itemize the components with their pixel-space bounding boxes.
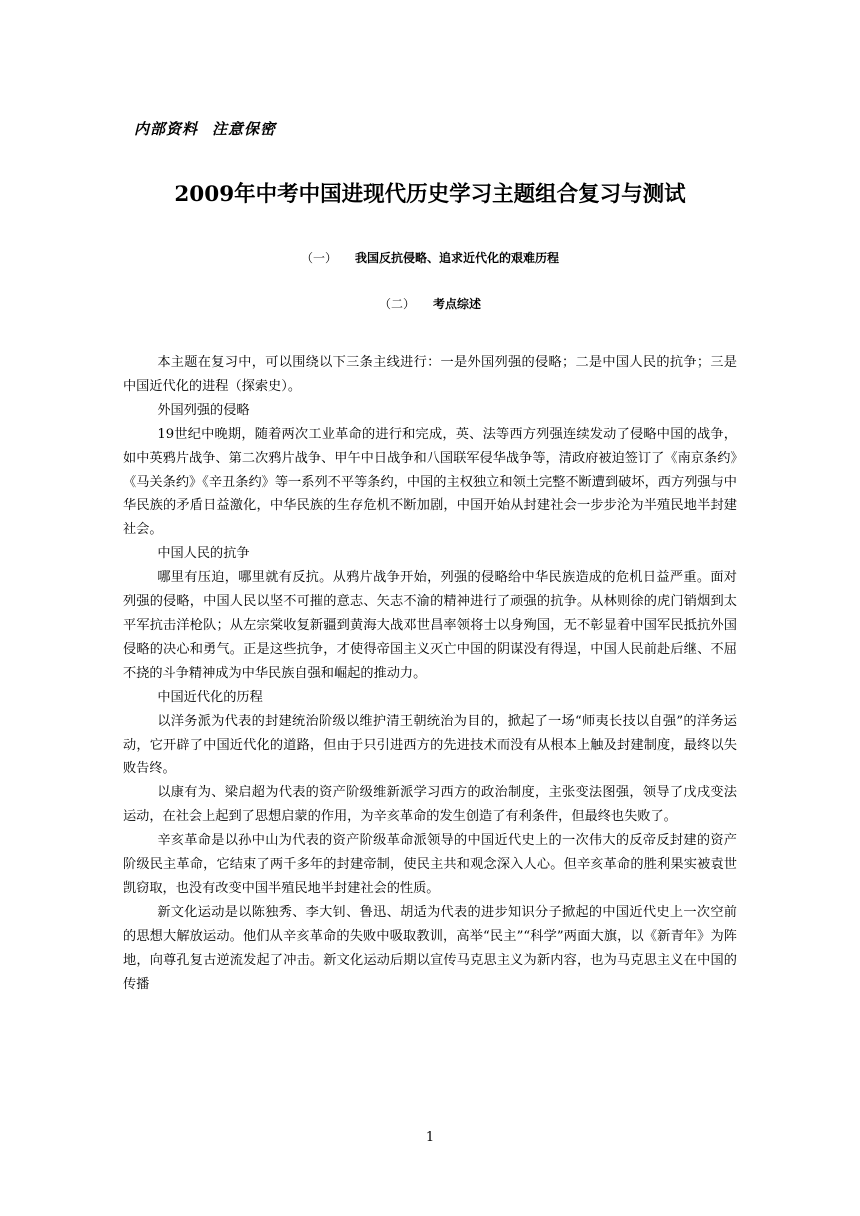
body-paragraph: 新文化运动是以陈独秀、李大钊、鲁迅、胡适为代表的进步知识分子掀起的中国近代史上一次空前的思想大解放运动。他们从辛亥革命的失败中吸取教训，高举“民主”“科学”两面大旗，以《新青年》为阵地，向尊孔复古逆流发起了冲击。新文化运动后期以宣传马克思主义为新内容，也为马克思主义在中国的传播 (123, 904, 737, 992)
body-paragraph: 辛亥革命是以孙中山为代表的资产阶级革命派领导的中国近代史上的一次伟大的反帝反封建的资产阶级民主革命，它结束了两千多年的封建帝制，使民主共和观念深入人心。但辛亥革命的胜利果实被袁世凯窃取，也没有改变中国半殖民地半封建社会的性质。 (123, 833, 737, 896)
section-title: 我国反抗侵略、追求近代化的艰难历程 (355, 251, 560, 265)
section-number: （一） (300, 251, 337, 265)
page-number: 1 (425, 1130, 435, 1145)
topic-heading: 中国近代化的历程 (157, 689, 263, 705)
topic-heading: 外国列强的侵略 (157, 402, 250, 418)
body-paragraph: 以康有为、梁启超为代表的资产阶级维新派学习西方的政治制度，主张变法图强，领导了戊戌变法运动，在社会上起到了思想启蒙的作用，为辛亥革命的发生创造了有利条件，但最终也失败了。 (123, 785, 737, 825)
confidential-label-part1: 内部资料 (134, 120, 199, 138)
section-heading-2 (0, 295, 860, 312)
body-paragraph: 以洋务派为代表的封建统治阶级以维护清王朝统治为目的，掀起了一场“师夷长技以自强”的洋务运动，它开辟了中国近代化的道路，但由于只引进西方的先进技术而没有从根本上触及封建制度，最终以失败告终。 (123, 713, 737, 777)
document-title: 2009年中考中国进现代历史学习主题组合复习与测试 (174, 182, 686, 207)
confidential-label (134, 118, 276, 139)
topic-heading: 中国人民的抗争 (157, 546, 250, 562)
body-paragraph: 19世纪中晚期，随着两次工业革命的进行和完成，英、法等西方列强连续发动了侵略中国的战争，如中英鸦片战争、第二次鸦片战争、甲午中日战争和八国联军侵华战争等，清政府被迫签订了《南京条约》《马关条约》《辛丑条约》等一系列不平等条约，中国的主权独立和领土完整不断遭到破坏，西方列强与中华民族的矛盾日益激化，中华民族的生存危机不断加剧，中国开始从封建社会一步步沦为半殖民地半封建社会。 (123, 426, 737, 538)
body-paragraph: 本主题在复习中，可以围绕以下三条主线进行：一是外国列强的侵略；二是中国人民的抗争；三是中国近代化的进程（探索史）。 (123, 355, 737, 394)
body-paragraph: 哪里有压迫，哪里就有反抗。从鸦片战争开始，列强的侵略给中华民族造成的危机日益严重。面对列强的侵略，中国人民以坚不可摧的意志、矢志不渝的精神进行了顽强的抗争。从林则徐的虎门销烟到太平军抗击洋枪队；从左宗棠收复新疆到黄海大战邓世昌率领将士以身殉国，无不彰显着中国军民抵抗外国侵略的决心和勇气。正是这些抗争，才使得帝国主义灭亡中国的阴谋没有得逞，中国人民前赴后继、不屈不挠的斗争精神成为中华民族自强和崛起的推动力。 (123, 570, 737, 681)
section-number: （二） (378, 297, 415, 311)
document-body (123, 351, 737, 996)
section-heading-1 (0, 249, 860, 266)
confidential-label-part2: 注意保密 (212, 120, 277, 138)
section-title: 考点综述 (433, 297, 482, 311)
